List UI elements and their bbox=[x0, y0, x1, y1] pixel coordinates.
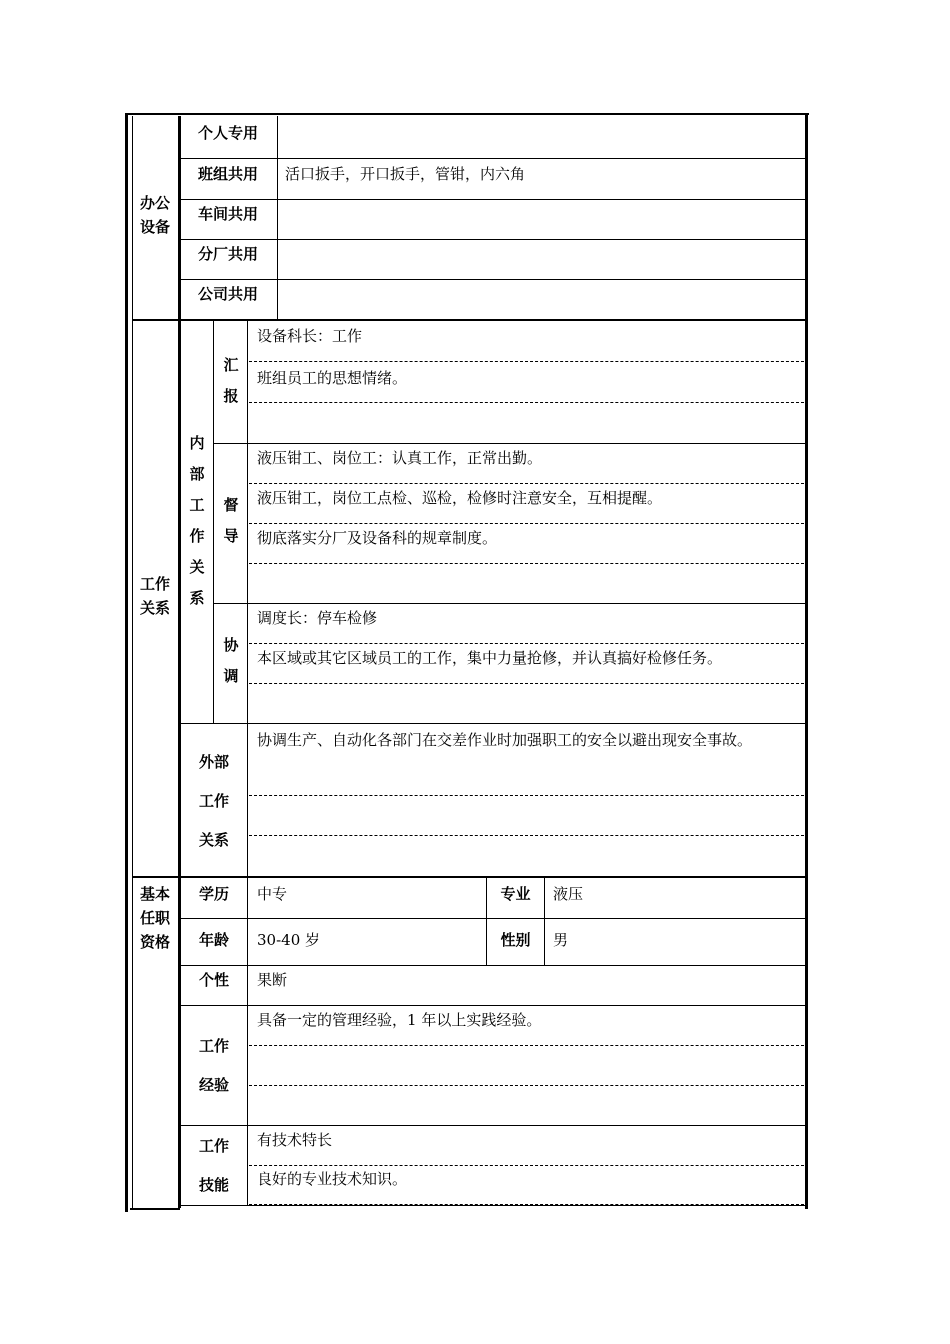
education-label: 学历 bbox=[198, 885, 229, 903]
coordinate-label: 协 调 bbox=[223, 636, 239, 685]
personality-value: 果断 bbox=[257, 971, 288, 989]
report-label: 汇 报 bbox=[223, 356, 239, 405]
coordinate-line: 调度长：停车检修 bbox=[257, 609, 378, 627]
equipment-row-label: 分厂共用 bbox=[197, 245, 258, 263]
equipment-row-label: 公司共用 bbox=[197, 285, 258, 303]
gender-label: 性别 bbox=[500, 931, 531, 949]
work-relations-label: 工作 关系 bbox=[139, 575, 170, 617]
age-label: 年龄 bbox=[198, 931, 229, 949]
experience-label: 工作 经验 bbox=[198, 1037, 229, 1094]
equipment-row-label: 车间共用 bbox=[197, 205, 258, 223]
skills-label: 工作 技能 bbox=[198, 1137, 229, 1194]
internal-relations-label: 内 部 工 作 关 系 bbox=[189, 434, 205, 607]
experience-value: 具备一定的管理经验，1 年以上实践经验。 bbox=[257, 1011, 542, 1029]
supervise-line: 彻底落实分厂及设备科的规章制度。 bbox=[257, 529, 498, 547]
external-relations-text: 协调生产、自动化各部门在交差作业时加强职工的安全以避出现安全事故。 bbox=[257, 731, 753, 749]
personality-label: 个性 bbox=[198, 971, 229, 989]
qualifications-label: 基本 任职 资格 bbox=[139, 885, 170, 951]
report-line: 设备科长：工作 bbox=[257, 327, 363, 345]
equipment-row-label: 班组共用 bbox=[197, 165, 258, 183]
equipment-row-label: 个人专用 bbox=[197, 124, 258, 142]
major-label: 专业 bbox=[500, 885, 531, 903]
supervise-label: 督 导 bbox=[223, 496, 239, 545]
skills-line: 良好的专业技术知识。 bbox=[257, 1170, 408, 1188]
gender-value: 男 bbox=[553, 931, 569, 949]
coordinate-line: 本区域或其它区域员工的工作，集中力量抢修，并认真搞好检修任务。 bbox=[257, 649, 723, 667]
supervise-line: 液压钳工，岗位工点检、巡检，检修时注意安全，互相提醒。 bbox=[257, 489, 663, 507]
supervise-line: 液压钳工、岗位工：认真工作，正常出勤。 bbox=[257, 449, 543, 467]
equipment-row-value: 活口扳手，开口扳手，管钳，内六角 bbox=[285, 165, 526, 183]
office-equipment-label: 办公 设备 bbox=[139, 194, 170, 236]
age-value: 30-40 岁 bbox=[257, 931, 321, 949]
education-value: 中专 bbox=[257, 885, 288, 903]
major-value: 液压 bbox=[553, 885, 584, 903]
external-relations-label: 外部 工作 关系 bbox=[198, 753, 229, 849]
report-line: 班组员工的思想情绪。 bbox=[257, 369, 408, 387]
skills-line: 有技术特长 bbox=[257, 1131, 333, 1149]
